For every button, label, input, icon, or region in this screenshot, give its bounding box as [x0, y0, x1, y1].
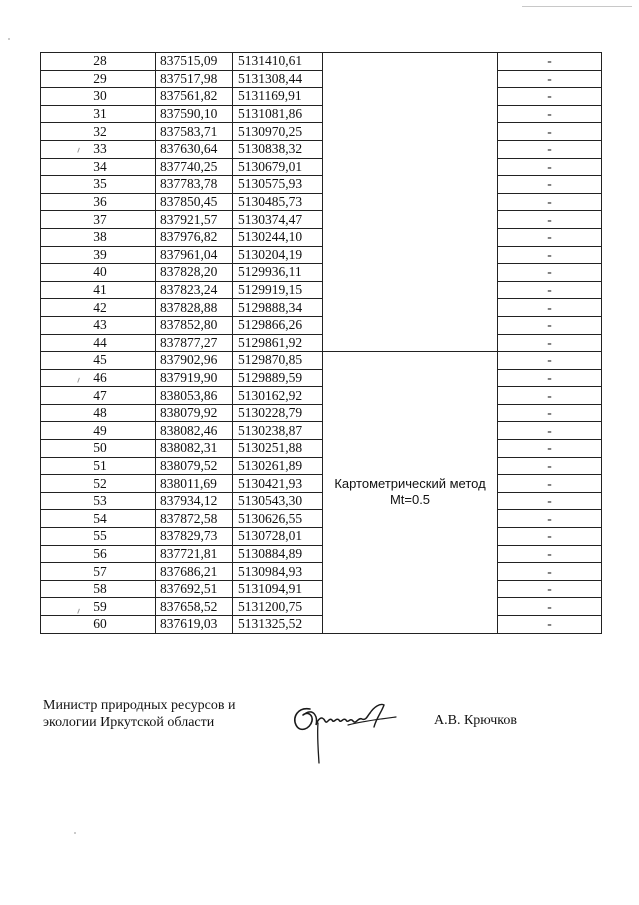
x-coordinate-cell: 837658,52 — [156, 598, 233, 616]
table-row — [41, 510, 602, 528]
table-row — [41, 105, 602, 123]
note-cell: - — [498, 158, 602, 176]
y-coordinate-cell: 5130251,88 — [233, 440, 323, 458]
point-number-cell: 41 — [41, 281, 156, 299]
point-number-cell: 30 — [41, 88, 156, 106]
note-cell: - — [498, 387, 602, 405]
x-coordinate-cell: 837783,78 — [156, 176, 233, 194]
y-coordinate-cell: 5130162,92 — [233, 387, 323, 405]
point-number-cell: 31 — [41, 105, 156, 123]
note-cell: - — [498, 211, 602, 229]
y-coordinate-cell: 5131094,91 — [233, 580, 323, 598]
y-coordinate-cell: 5130421,93 — [233, 475, 323, 493]
x-coordinate-cell: 838053,86 — [156, 387, 233, 405]
x-coordinate-cell: 837976,82 — [156, 228, 233, 246]
y-coordinate-cell: 5131081,86 — [233, 105, 323, 123]
note-cell: - — [498, 563, 602, 581]
point-number-cell: 36 — [41, 193, 156, 211]
table-row — [41, 53, 602, 71]
table-row — [41, 616, 602, 634]
y-coordinate-cell: 5129866,26 — [233, 316, 323, 334]
table-row — [41, 123, 602, 141]
table-row — [41, 193, 602, 211]
x-coordinate-cell: 837829,73 — [156, 528, 233, 546]
y-coordinate-cell: 5130261,89 — [233, 457, 323, 475]
table-row — [41, 387, 602, 405]
y-coordinate-cell: 5129936,11 — [233, 264, 323, 282]
point-number-cell: 56 — [41, 545, 156, 563]
table-row — [41, 563, 602, 581]
y-coordinate-cell: 5131410,61 — [233, 53, 323, 71]
x-coordinate-cell: 837721,81 — [156, 545, 233, 563]
signatory-position — [43, 697, 235, 731]
y-coordinate-cell: 5131308,44 — [233, 70, 323, 88]
note-cell: - — [498, 492, 602, 510]
x-coordinate-cell: 837590,10 — [156, 105, 233, 123]
note-cell: - — [498, 475, 602, 493]
table-row — [41, 140, 602, 158]
point-number-cell: 54 — [41, 510, 156, 528]
note-cell: - — [498, 352, 602, 370]
x-coordinate-cell: 837828,20 — [156, 264, 233, 282]
point-number-cell: 40 — [41, 264, 156, 282]
point-number-cell: 37 — [41, 211, 156, 229]
table-row — [41, 211, 602, 229]
note-cell: - — [498, 316, 602, 334]
table-row — [41, 528, 602, 546]
note-cell: - — [498, 228, 602, 246]
table-row — [41, 176, 602, 194]
note-cell: - — [498, 193, 602, 211]
y-coordinate-cell: 5130485,73 — [233, 193, 323, 211]
y-coordinate-cell: 5130626,55 — [233, 510, 323, 528]
x-coordinate-cell: 837692,51 — [156, 580, 233, 598]
table-row — [41, 404, 602, 422]
x-coordinate-cell: 837583,71 — [156, 123, 233, 141]
note-cell: - — [498, 580, 602, 598]
note-cell: - — [498, 369, 602, 387]
y-coordinate-cell: 5129919,15 — [233, 281, 323, 299]
x-coordinate-cell: 837852,80 — [156, 316, 233, 334]
y-coordinate-cell: 5129870,85 — [233, 352, 323, 370]
y-coordinate-cell: 5130575,93 — [233, 176, 323, 194]
table-row — [41, 580, 602, 598]
y-coordinate-cell: 5131325,52 — [233, 616, 323, 634]
note-cell: - — [498, 70, 602, 88]
note-cell: - — [498, 334, 602, 352]
note-cell: - — [498, 616, 602, 634]
point-number-cell: 51 — [41, 457, 156, 475]
x-coordinate-cell: 837934,12 — [156, 492, 233, 510]
y-coordinate-cell: 5130374,47 — [233, 211, 323, 229]
y-coordinate-cell: 5131200,75 — [233, 598, 323, 616]
signatory-position-line-2: экологии Иркутской области — [43, 715, 215, 730]
point-number-cell: 53 — [41, 492, 156, 510]
point-number-cell: 35 — [41, 176, 156, 194]
table-row — [41, 352, 602, 370]
table-row — [41, 545, 602, 563]
x-coordinate-cell: 838011,69 — [156, 475, 233, 493]
note-cell: - — [498, 528, 602, 546]
table-row — [41, 158, 602, 176]
point-number-cell: 58 — [41, 580, 156, 598]
x-coordinate-cell: 837619,03 — [156, 616, 233, 634]
point-number-cell: 33 — [41, 140, 156, 158]
y-coordinate-cell: 5130984,93 — [233, 563, 323, 581]
table-row — [41, 246, 602, 264]
y-coordinate-cell: 5130543,30 — [233, 492, 323, 510]
note-cell: - — [498, 545, 602, 563]
table-row — [41, 334, 602, 352]
point-number-cell: 50 — [41, 440, 156, 458]
method-accuracy: Mt=0.5 — [389, 492, 431, 508]
point-number-cell: 43 — [41, 316, 156, 334]
note-cell: - — [498, 510, 602, 528]
x-coordinate-cell: 838079,52 — [156, 457, 233, 475]
y-coordinate-cell: 5131169,91 — [233, 88, 323, 106]
x-coordinate-cell: 837561,82 — [156, 88, 233, 106]
signer-name: А.В. Крючков — [434, 713, 517, 728]
scan-speck — [8, 38, 10, 40]
method-cell-lower — [323, 352, 498, 634]
table-row — [41, 598, 602, 616]
table-row — [41, 228, 602, 246]
point-number-cell: 60 — [41, 616, 156, 634]
x-coordinate-cell: 837686,21 — [156, 563, 233, 581]
x-coordinate-cell: 837872,58 — [156, 510, 233, 528]
point-number-cell: 34 — [41, 158, 156, 176]
y-coordinate-cell: 5129888,34 — [233, 299, 323, 317]
y-coordinate-cell: 5129889,59 — [233, 369, 323, 387]
x-coordinate-cell: 837902,96 — [156, 352, 233, 370]
note-cell: - — [498, 264, 602, 282]
table-row — [41, 281, 602, 299]
table-row — [41, 440, 602, 458]
point-number-cell: 48 — [41, 404, 156, 422]
point-number-cell: 32 — [41, 123, 156, 141]
y-coordinate-cell: 5130679,01 — [233, 158, 323, 176]
point-number-cell: 42 — [41, 299, 156, 317]
x-coordinate-cell: 838082,31 — [156, 440, 233, 458]
x-coordinate-cell: 837919,90 — [156, 369, 233, 387]
x-coordinate-cell: 837515,09 — [156, 53, 233, 71]
x-coordinate-cell: 837828,88 — [156, 299, 233, 317]
y-coordinate-cell: 5130244,10 — [233, 228, 323, 246]
table-row — [41, 299, 602, 317]
method-cell-upper — [323, 53, 498, 352]
point-number-cell: 55 — [41, 528, 156, 546]
point-number-cell: 49 — [41, 422, 156, 440]
y-coordinate-cell: 5130204,19 — [233, 246, 323, 264]
x-coordinate-cell: 837823,24 — [156, 281, 233, 299]
table-row — [41, 70, 602, 88]
table-row — [41, 475, 602, 493]
table-row — [41, 492, 602, 510]
scan-speck — [74, 832, 76, 834]
y-coordinate-cell: 5130970,25 — [233, 123, 323, 141]
note-cell: - — [498, 598, 602, 616]
table-row — [41, 316, 602, 334]
note-cell: - — [498, 281, 602, 299]
note-cell: - — [498, 299, 602, 317]
x-coordinate-cell: 837850,45 — [156, 193, 233, 211]
x-coordinate-cell: 838079,92 — [156, 404, 233, 422]
point-number-cell: 47 — [41, 387, 156, 405]
scan-artifact-line — [522, 6, 632, 7]
y-coordinate-cell: 5130838,32 — [233, 140, 323, 158]
table-row — [41, 264, 602, 282]
y-coordinate-cell: 5129861,92 — [233, 334, 323, 352]
y-coordinate-cell: 5130884,89 — [233, 545, 323, 563]
method-name: Картометрический метод — [334, 476, 486, 492]
handwritten-signature-icon — [288, 695, 398, 767]
note-cell: - — [498, 88, 602, 106]
point-number-cell: 39 — [41, 246, 156, 264]
signatory-position-line-1: Министр природных ресурсов и — [43, 698, 236, 713]
point-number-cell: 38 — [41, 228, 156, 246]
note-cell: - — [498, 440, 602, 458]
note-cell: - — [498, 123, 602, 141]
note-cell: - — [498, 176, 602, 194]
table-row — [41, 422, 602, 440]
coordinates-table — [40, 52, 602, 634]
point-number-cell: 59 — [41, 598, 156, 616]
note-cell: - — [498, 422, 602, 440]
note-cell: - — [498, 246, 602, 264]
x-coordinate-cell: 837517,98 — [156, 70, 233, 88]
point-number-cell: 44 — [41, 334, 156, 352]
table-row — [41, 88, 602, 106]
note-cell: - — [498, 53, 602, 71]
point-number-cell: 52 — [41, 475, 156, 493]
point-number-cell: 46 — [41, 369, 156, 387]
point-number-cell: 29 — [41, 70, 156, 88]
x-coordinate-cell: 837630,64 — [156, 140, 233, 158]
y-coordinate-cell: 5130228,79 — [233, 404, 323, 422]
note-cell: - — [498, 404, 602, 422]
x-coordinate-cell: 837740,25 — [156, 158, 233, 176]
point-number-cell: 45 — [41, 352, 156, 370]
y-coordinate-cell: 5130238,87 — [233, 422, 323, 440]
coordinates-table-body — [41, 53, 602, 634]
note-cell: - — [498, 140, 602, 158]
point-number-cell: 57 — [41, 563, 156, 581]
point-number-cell: 28 — [41, 53, 156, 71]
table-row — [41, 457, 602, 475]
x-coordinate-cell: 837877,27 — [156, 334, 233, 352]
x-coordinate-cell: 837961,04 — [156, 246, 233, 264]
x-coordinate-cell: 837921,57 — [156, 211, 233, 229]
note-cell: - — [498, 105, 602, 123]
table-row — [41, 369, 602, 387]
x-coordinate-cell: 838082,46 — [156, 422, 233, 440]
note-cell: - — [498, 457, 602, 475]
y-coordinate-cell: 5130728,01 — [233, 528, 323, 546]
